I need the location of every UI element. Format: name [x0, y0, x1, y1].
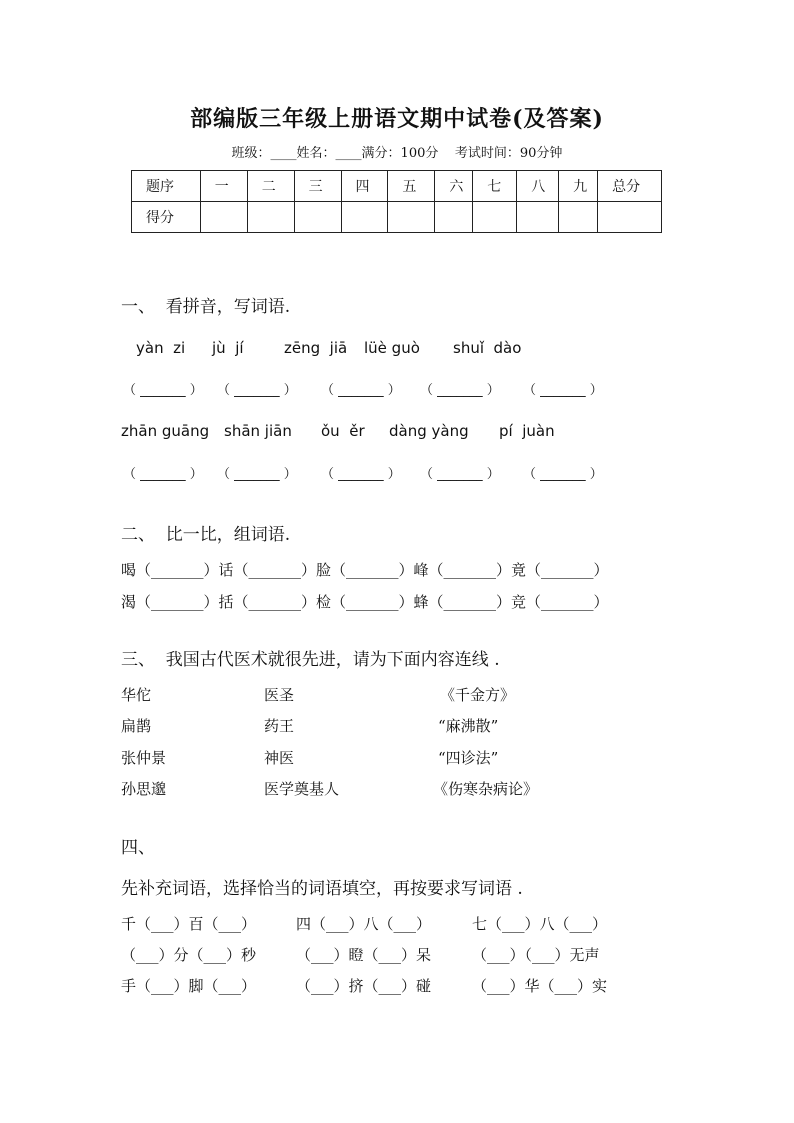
score-input-cell[interactable]: [473, 202, 517, 233]
score-header-cell: 八: [517, 171, 559, 202]
match-person[interactable]: 张仲景: [121, 749, 167, 767]
pinyin: yàn zi: [136, 339, 186, 357]
match-title[interactable]: 药王: [264, 717, 295, 735]
score-table-header-row: [132, 171, 662, 202]
score-row-label: 得分: [132, 202, 201, 233]
score-input-cell[interactable]: [294, 202, 341, 233]
pinyin: ǒu ěr: [321, 422, 365, 440]
match-work[interactable]: “麻沸散”: [438, 717, 499, 735]
idiom-fill[interactable]: （___）（___）无声: [472, 946, 600, 964]
match-person[interactable]: 孙思邈: [121, 780, 167, 798]
match-work[interactable]: 《伤寒杂病论》: [433, 780, 539, 798]
score-header-cell: 七: [473, 171, 517, 202]
score-input-cell[interactable]: [435, 202, 473, 233]
answer-blank[interactable]: （ _______ ）: [420, 467, 500, 482]
score-header-cell: 一: [200, 171, 247, 202]
score-header-cell: 九: [559, 171, 598, 202]
idiom-fill[interactable]: （___）分（___）秒: [121, 946, 257, 964]
score-input-cell[interactable]: [559, 202, 598, 233]
pinyin: shān jiān: [224, 422, 292, 440]
score-header-cell: 五: [388, 171, 435, 202]
pinyin: jù jí: [212, 339, 244, 357]
idiom-fill[interactable]: （___）挤（___）碰: [296, 977, 432, 995]
score-header-cell: 题序: [132, 171, 201, 202]
score-input-cell[interactable]: [388, 202, 435, 233]
answer-blank[interactable]: （ _______ ）: [217, 383, 297, 398]
score-header-cell: 二: [247, 171, 294, 202]
answer-blank[interactable]: （ _______ ）: [420, 383, 500, 398]
score-header-cell: 四: [341, 171, 388, 202]
answer-blank[interactable]: （ _______ ）: [123, 467, 203, 482]
idiom-fill[interactable]: （___）华（___）实: [472, 977, 608, 995]
match-person[interactable]: 华佗: [121, 686, 152, 704]
answer-blank[interactable]: （ _______ ）: [523, 383, 603, 398]
answer-blank[interactable]: （ _______ ）: [523, 467, 603, 482]
exam-info-line: 班级：____姓名：____满分：100分 考试时间：90分钟: [231, 146, 563, 161]
pinyin: zhān guāng: [121, 422, 210, 440]
match-title[interactable]: 医圣: [264, 686, 295, 704]
section2-heading: 二、 比一比，组词语.: [121, 525, 291, 545]
pinyin: lüè guò: [364, 339, 420, 357]
score-input-cell[interactable]: [341, 202, 388, 233]
score-header-cell: 六: [435, 171, 473, 202]
idiom-fill[interactable]: （___）瞪（___）呆: [296, 946, 432, 964]
score-input-cell[interactable]: [598, 202, 662, 233]
match-person[interactable]: 扁鹊: [121, 717, 152, 735]
section1-heading: 一、 看拼音，写词语.: [121, 297, 291, 317]
idiom-fill[interactable]: 手（___）脚（___）: [121, 977, 257, 995]
pinyin: zēng jiā: [284, 339, 348, 357]
match-work[interactable]: 《千金方》: [440, 686, 516, 704]
match-work[interactable]: “四诊法”: [438, 749, 499, 767]
idiom-fill[interactable]: 千（___）百（___）: [121, 915, 257, 933]
score-table: [131, 170, 662, 233]
score-header-cell: 总分: [598, 171, 662, 202]
answer-blank[interactable]: （ _______ ）: [321, 383, 401, 398]
match-title[interactable]: 神医: [264, 749, 295, 767]
score-input-cell[interactable]: [247, 202, 294, 233]
pinyin: dàng yàng: [389, 422, 469, 440]
pinyin: shuǐ dào: [453, 339, 522, 357]
score-table-score-row: [132, 202, 662, 233]
page-title: 部编版三年级上册语文期中试卷(及答案): [190, 106, 604, 132]
score-input-cell[interactable]: [517, 202, 559, 233]
score-header-cell: 三: [294, 171, 341, 202]
score-input-cell[interactable]: [200, 202, 247, 233]
idiom-fill[interactable]: 四（___）八（___）: [296, 915, 432, 933]
answer-blank[interactable]: （ _______ ）: [217, 467, 297, 482]
word-compare-row[interactable]: 喝（_______）话（_______）脸（_______）峰（_______）竟（_______）: [121, 561, 609, 579]
pinyin: pí juàn: [499, 422, 555, 440]
section3-heading: 三、 我国古代医术就很先进，请为下面内容连线 .: [121, 650, 500, 670]
idiom-fill[interactable]: 七（___）八（___）: [472, 915, 608, 933]
section4-heading: 四、: [121, 838, 155, 858]
match-title[interactable]: 医学奠基人: [264, 780, 340, 798]
section4-instruction: 先补充词语，选择恰当的词语填空，再按要求写词语 .: [121, 879, 523, 899]
answer-blank[interactable]: （ _______ ）: [123, 383, 203, 398]
word-compare-row[interactable]: 渴（_______）括（_______）检（_______）蜂（_______）竞（_______）: [121, 593, 609, 611]
answer-blank[interactable]: （ _______ ）: [321, 467, 401, 482]
